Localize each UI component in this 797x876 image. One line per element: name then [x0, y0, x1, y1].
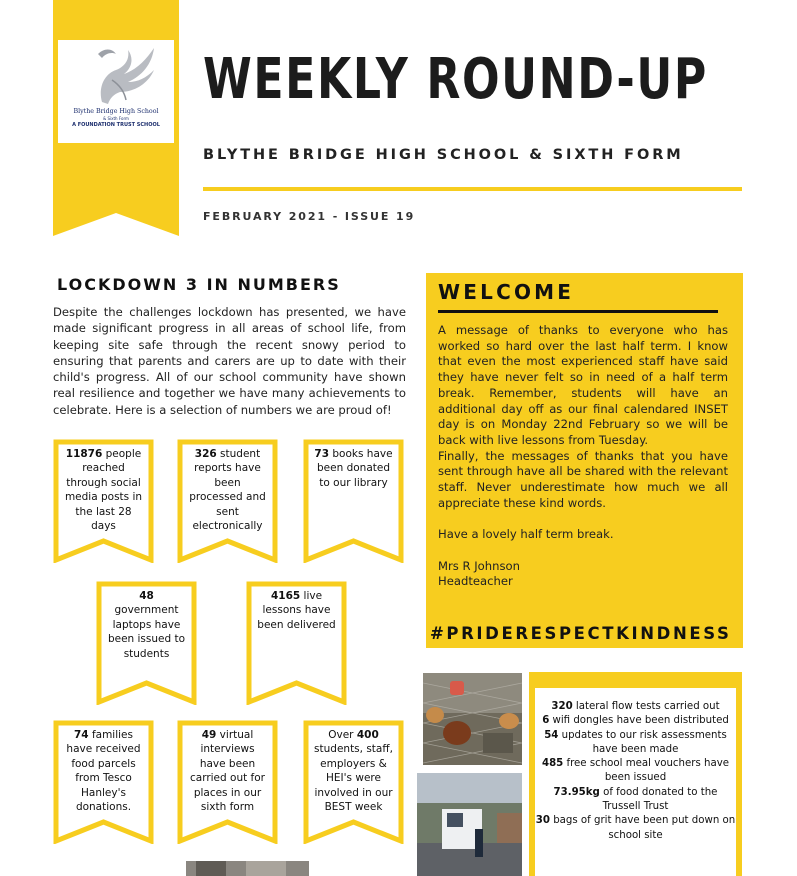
ribbon-label: government laptops have been issued to students — [107, 604, 186, 660]
ribbon-text — [187, 447, 268, 533]
ribbon-label: virtual interviews have been carried out for places in our sixth form — [189, 729, 265, 814]
school-logo — [58, 40, 174, 143]
ribbon-text — [106, 589, 187, 661]
stat-ribbon — [177, 720, 278, 844]
school-subtitle: BLYTHE BRIDGE HIGH SCHOOL & SIXTH FORM — [203, 147, 684, 163]
ribbon-text — [63, 447, 144, 533]
bottom-photo — [186, 861, 309, 876]
title-divider — [203, 187, 742, 191]
stat-ribbon — [53, 720, 154, 844]
ribbon-prefix: Over — [328, 729, 357, 741]
stat-number: 6 — [542, 715, 550, 727]
delivery-van-photo — [417, 773, 522, 876]
signature-name: Mrs R Johnson — [438, 558, 520, 573]
stat-label: lateral flow tests carried out — [572, 701, 720, 712]
logo-school-name: Blythe Bridge High School — [73, 108, 159, 115]
lockdown-heading: LOCKDOWN 3 IN NUMBERS — [57, 275, 341, 294]
swan-emblem-icon — [58, 40, 174, 110]
stat-ribbon — [303, 720, 404, 844]
stat-label: free school meal vouchers have been issued — [563, 758, 729, 784]
stat-item — [535, 814, 736, 843]
ribbon-number: 400 — [356, 729, 379, 741]
stat-number: 320 — [551, 701, 573, 712]
stat-item — [535, 700, 736, 714]
ribbon-number: 326 — [194, 448, 217, 460]
ribbon-label: books have been donated to our library — [317, 448, 393, 489]
stat-item — [535, 714, 736, 728]
issue-date: FEBRUARY 2021 - ISSUE 19 — [203, 210, 416, 223]
stat-label: updates to our risk assessments have been made — [558, 729, 727, 755]
stat-ribbon — [303, 439, 404, 563]
stats-list — [535, 700, 736, 843]
welcome-paragraph-2: Finally, the messages of thanks that you have sent through have all be shared with the relevant staff. Never underestimate how much we all appreciate these kind words. — [438, 448, 728, 510]
logo-trust-label: A FOUNDATION TRUST SCHOOL — [72, 122, 160, 128]
ribbon-label: student reports have been processed and sent electronically — [189, 448, 266, 533]
welcome-divider — [438, 310, 718, 313]
stat-number: 54 — [544, 729, 559, 741]
ribbon-number: 73 — [314, 448, 330, 460]
ribbon-text — [313, 447, 394, 490]
lockdown-intro-paragraph: Despite the challenges lockdown has presented, we have made significant progress in all areas of school life, from keeping site safe through the recent snowy period to ensuring that parents and carers are up to date with their child's progress. All of our school community have shown real resilience and together we have many achievements to celebrate. Here is a selection of numbers we are proud of! — [53, 305, 406, 417]
signature-role: Headteacher — [438, 574, 513, 589]
page-title: WEEKLY ROUND-UP — [203, 47, 708, 112]
ribbon-label: families have received food parcels from Tesco Hanley's donations. — [66, 729, 141, 814]
ribbon-text — [187, 728, 268, 814]
stat-item — [535, 786, 736, 815]
stat-ribbon — [53, 439, 154, 563]
ribbon-text — [313, 728, 394, 814]
ribbon-number: 11876 — [65, 448, 103, 460]
ribbon-number: 49 — [201, 729, 217, 741]
hens-photo — [423, 673, 522, 765]
welcome-paragraph-3: Have a lovely half term break. — [438, 527, 614, 542]
welcome-message — [438, 323, 728, 590]
ribbon-label: students, staff, employers & HEI's were involved in our BEST week — [314, 743, 393, 814]
stat-label: bags of grit have been put down on school site — [549, 815, 736, 841]
stat-ribbon — [96, 581, 197, 705]
stat-ribbon — [177, 439, 278, 563]
ribbon-text — [256, 589, 337, 632]
logo-sixth-form: & Sixth Form — [103, 116, 129, 121]
stat-number: 30 — [535, 815, 550, 827]
ribbon-number: 4165 — [270, 590, 301, 602]
ribbon-text — [63, 728, 144, 814]
stat-number: 73.95kg — [553, 786, 600, 798]
stat-number: 485 — [541, 758, 564, 770]
stat-item — [535, 757, 736, 786]
ribbon-label: live lessons have been delivered — [257, 590, 336, 631]
school-hashtag: #PRIDERESPECTKINDNESS — [430, 624, 732, 643]
welcome-paragraph-1: A message of thanks to everyone who has worked so hard over the last half term. I know that even the most experienced staff have said they have never felt so in need of a half term break. Remember, students will have an additional day off as our final calendared INSET day is on Monday 22nd February so we will be back with live lessons from Tuesday. — [438, 323, 728, 447]
stat-label: wifi dongles have been distributed — [549, 715, 729, 727]
stat-ribbon — [246, 581, 347, 705]
welcome-heading: WELCOME — [438, 280, 575, 304]
stat-item — [535, 729, 736, 758]
ribbon-number: 48 — [139, 590, 154, 602]
ribbon-label: people reached through social media posts in the last 28 days — [64, 448, 143, 533]
stat-label: of food donated to the Trussell Trust — [599, 786, 718, 813]
ribbon-number: 74 — [73, 729, 89, 741]
